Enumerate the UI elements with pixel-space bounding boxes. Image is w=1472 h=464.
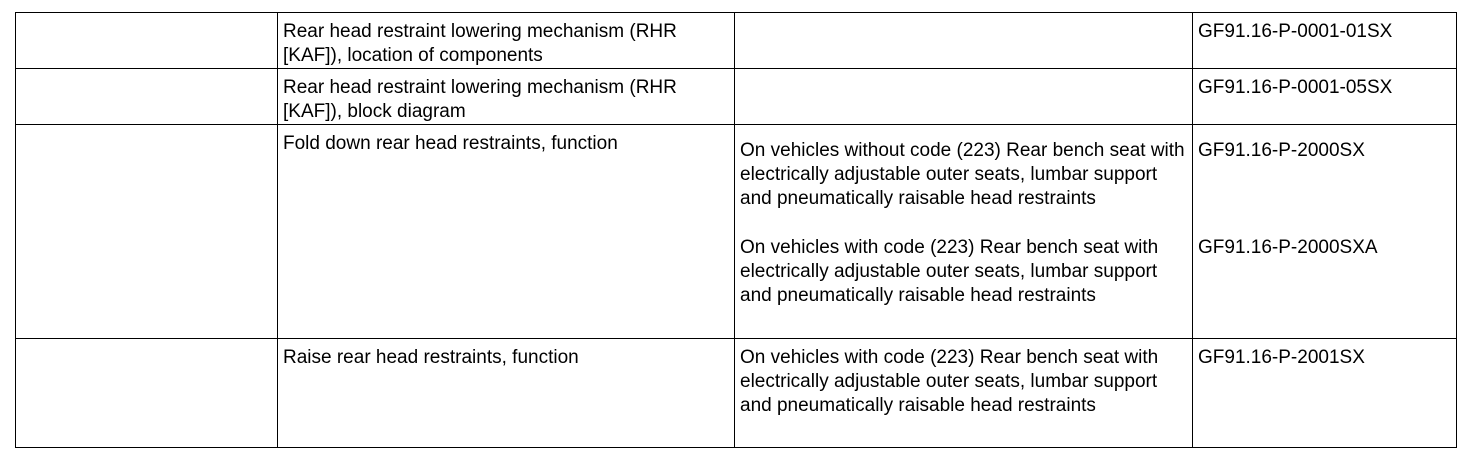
document-number-cell: GF91.16-P-2001SX	[1193, 339, 1457, 448]
document-number-cell: GF91.16-P-0001-05SX	[1193, 69, 1457, 125]
condition-cell	[735, 125, 1193, 339]
title-cell: Rear head restraint lowering mechanism (RHR [KAF]), location of components	[278, 13, 735, 69]
group-cell	[16, 339, 278, 448]
group-cell	[16, 125, 278, 339]
group-cell	[16, 69, 278, 125]
table-row	[16, 125, 1457, 339]
document-number-cell	[1193, 125, 1457, 339]
table-row	[16, 13, 1457, 69]
condition-cell	[735, 69, 1193, 125]
document-number: GF91.16-P-2000SXA	[1198, 237, 1378, 258]
table-row	[16, 339, 1457, 448]
document-number: GF91.16-P-2000SX	[1198, 140, 1365, 161]
condition-text: On vehicles without code (223) Rear bench seat with electrically adjustable outer seats, lumbar support and pneumatically raisable head restraints	[740, 140, 1185, 209]
table-row	[16, 69, 1457, 125]
title-cell: Raise rear head restraints, function	[278, 339, 735, 448]
title-cell: Fold down rear head restraints, function	[278, 125, 735, 339]
condition-cell: On vehicles with code (223) Rear bench seat with electrically adjustable outer seats, lumbar support and pneumatically raisable head restraints	[735, 339, 1193, 448]
condition-text: On vehicles with code (223) Rear bench seat with electrically adjustable outer seats, lumbar support and pneumatically raisable head restraints	[740, 237, 1159, 306]
document-number-cell: GF91.16-P-0001-01SX	[1193, 13, 1457, 69]
title-cell: Rear head restraint lowering mechanism (RHR [KAF]), block diagram	[278, 69, 735, 125]
condition-cell	[735, 13, 1193, 69]
group-cell	[16, 13, 278, 69]
document-reference-table	[15, 12, 1457, 448]
